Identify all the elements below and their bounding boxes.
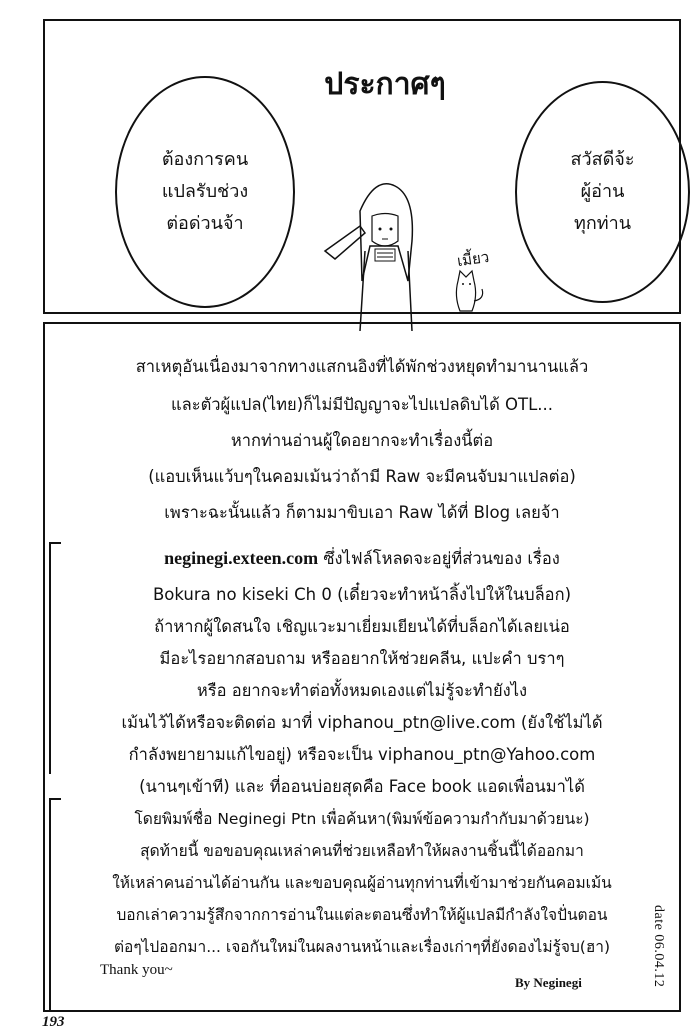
announcement-title: ประกาศๆ <box>324 67 446 102</box>
bubble-left-line: แปลรับช่วง <box>161 181 249 202</box>
bubble-right-line: สวัสดีจ้ะ <box>570 149 635 170</box>
notice-line: และตัวผู้แปล(ไทย)ก็ไม่มีปัญญาจะไปแปลดิบได้ OTL... <box>170 395 554 414</box>
speech-bubble-right <box>515 81 690 303</box>
site-line <box>45 546 679 572</box>
site-suffix: ซึ่งไฟล์โหลดจะอยู่ที่ส่วนของ เรื่อง <box>323 549 560 568</box>
closing-line: สุดท้ายนี้ ขอขอบคุณเหล่าคนที่ช่วยเหลือทำให้ผลงานชิ้นนี้ได้ออกมา <box>140 842 584 860</box>
info-line: (นานๆเข้าที) และ ที่ออนบ่อยสุดคือ Face book แอดเพื่อนมาได้ <box>139 777 585 796</box>
bubble-right-line: ผู้อ่าน <box>580 181 625 202</box>
notice-line: สาเหตุอันเนื่องมาจากทางแสกนอิงที่ได้พักช่วงหยุดทำมานานแล้ว <box>135 357 589 376</box>
top-panel <box>43 19 681 314</box>
info-line: เม้นไว้ได้หรือจะติดต่อ มาที่ viphanou_ptn@live.com (ยังใช้ไม่ได้ <box>121 713 603 732</box>
date-label: date 06.04.12 <box>651 905 666 988</box>
bubble-left-line: ต่อด่วนจ้า <box>166 213 244 234</box>
closing-line: ต่อๆไปออกมา... เจอกันใหม่ในผลงานหน้าและเรื่องเก่าๆที่ยังดองไม่รู้จบ(ฮา) <box>113 938 611 956</box>
cat-meow-text: เมี้ยว <box>455 247 491 271</box>
notice-line: หากท่านอ่านผู้ใดอยากจะทำเรื่องนี้ต่อ <box>230 431 494 450</box>
closing-line: ให้เหล่าคนอ่านได้อ่านกัน และขอบคุณผู้อ่านทุกท่านที่เข้ามาช่วยกันคอมเม้น <box>112 874 612 892</box>
bubble-right-line: ทุกท่าน <box>573 213 632 234</box>
page-number: 193 <box>42 1014 65 1030</box>
speech-bubble-left <box>115 76 295 308</box>
info-line: มีอะไรอยากสอบถาม หรืออยากให้ช่วยคลีน, แปะคำ บราๆ <box>159 649 565 668</box>
closing-line: โดยพิมพ์ชื่อ Neginegi Ptn เพื่อค้นหา(พิมพ์ข้อความกำกับมาด้วยนะ) <box>134 810 590 828</box>
bottom-panel <box>43 322 681 1012</box>
notice-line: เพราะฉะนั้นแล้ว ก็ตามมาขิบเอา Raw ได้ที่ Blog เลยจ้า <box>164 503 560 522</box>
info-line: กำลังพยายามแก้ไขอยู่) หรือจะเป็น viphanou_ptn@Yahoo.com <box>128 745 596 764</box>
info-line: ถ้าหากผู้ใดสนใจ เชิญแวะมาเยี่ยมเยียนได้ที่บล็อกได้เลยเน่อ <box>154 617 570 636</box>
closing-line: บอกเล่าความรู้สึกจากการอ่านในแต่ละตอนซึ่งทำให้ผู้แปลมีกำลังใจปั่นตอน <box>116 906 608 924</box>
bubble-left-line: ต้องการคน <box>161 149 249 170</box>
info-line: Bokura no kiseki Ch 0 (เดี๋ยวจะทำหน้าลิ้งไปให้ในบล็อก) <box>152 585 572 604</box>
girl-drawing-icon <box>320 171 520 331</box>
blog-site: neginegi.exteen.com <box>164 548 319 568</box>
thank-you-text: Thank you~ <box>100 962 173 978</box>
author-signature: By Neginegi <box>515 975 582 990</box>
info-line: หรือ อยากจะทำต่อทั้งหมดเองแต่ไม่รู้จะทำยังไง <box>196 681 528 700</box>
notice-line: (แอบเห็นแว้บๆในคอมเม้นว่าถ้ามี Raw จะมีคนจับมาแปลต่อ) <box>148 467 576 486</box>
